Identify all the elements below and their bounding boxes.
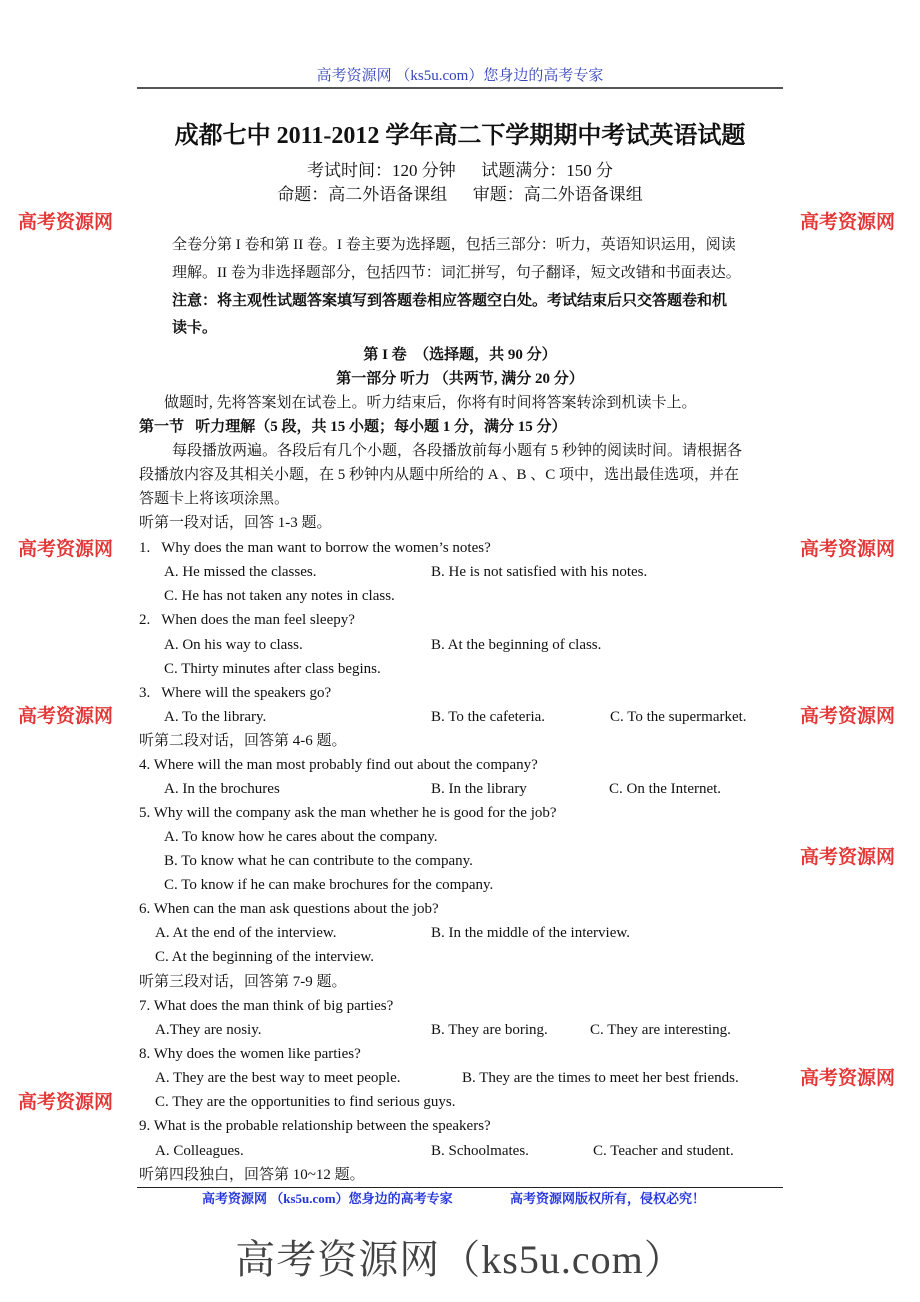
option-c: C. To the supermarket. [610, 709, 747, 725]
option-a: A.They are nosiy. [155, 1022, 262, 1038]
option-a: A. Colleagues. [155, 1143, 244, 1159]
watermark-logo: 高考资源网 [18, 1091, 114, 1113]
question-9: 9. What is the probable relationship between the speakers? [139, 1118, 491, 1134]
watermark-logo: 高考资源网 [18, 705, 114, 727]
option-c: C. At the beginning of the interview. [155, 949, 374, 965]
option-c: C. Teacher and student. [593, 1143, 734, 1159]
watermark-logo: 高考资源网 [18, 538, 114, 560]
option-c: C. They are the opportunities to find serious guys. [155, 1094, 456, 1110]
watermark-logo: 高考资源网 [18, 211, 114, 233]
page-header: 高考资源网 （ks5u.com）您身边的高考专家 [316, 68, 604, 84]
question-2: 2. When does the man feel sleepy? [139, 612, 355, 628]
option-a: A. On his way to class. [164, 637, 303, 653]
watermark-logo: 高考资源网 [800, 538, 896, 560]
option-b: B. To the cafeteria. [431, 709, 546, 725]
option-b: B. In the library [431, 781, 527, 797]
option-b: B. Schoolmates. [431, 1143, 529, 1159]
dialog-heading: 听第一段对话，回答 1-3 题。 [139, 515, 332, 531]
dialog-heading: 听第三段对话，回答第 7-9 题。 [139, 974, 347, 990]
option-a: A. At the end of the interview. [155, 925, 337, 941]
option-c: C. They are interesting. [590, 1022, 731, 1038]
option-b: B. At the beginning of class. [431, 637, 602, 653]
authors: 命题：高二外语备课组 审题：高二外语备课组 [277, 185, 643, 204]
intro-line: 全卷分第 I 卷和第 II 卷。I 卷主要为选择题，包括三部分：听力，英语知识运用，阅读 [172, 237, 736, 253]
option-c: C. Thirty minutes after class begins. [164, 661, 381, 677]
question-8: 8. Why does the women like parties? [139, 1046, 361, 1062]
question-6: 6. When can the man ask questions about the job? [139, 901, 439, 917]
section-title: 第一部分 听力 （共两节, 满分 20 分） [336, 371, 584, 387]
subsection-instr: 答题卡上将该项涂黑。 [139, 491, 290, 507]
watermark-logo: 高考资源网 [800, 1067, 896, 1089]
option-a: A. They are the best way to meet people. [155, 1070, 401, 1086]
watermark-logo: 高考资源网 [800, 705, 896, 727]
footer-right: 高考资源网版权所有，侵权必究！ [510, 1191, 706, 1206]
notice-line: 注意：将主观性试题答案填写到答题卷相应答题空白处。考试结束后只交答题卷和机 [172, 293, 728, 309]
option-a: A. To the library. [164, 709, 267, 725]
watermark-logo: 高考资源网 [800, 211, 896, 233]
question-1: 1. Why does the man want to borrow the women’s notes? [139, 540, 491, 556]
option-b: B. In the middle of the interview. [431, 925, 630, 941]
question-5: 5. Why will the company ask the man whether he is good for the job? [139, 805, 557, 821]
option-a: A. In the brochures [164, 781, 280, 797]
option-b: B. To know what he can contribute to the company. [164, 853, 473, 869]
watermark-banner: 高考资源网（ks5u.com） [235, 1237, 685, 1282]
intro-line: 理解。II 卷为非选择题部分，包括四节：词汇拼写，句子翻译，短文改错和书面表达。 [172, 265, 741, 281]
subsection-title: 第一节 听力理解（5 段，共 15 小题；每小题 1 分，满分 15 分） [139, 419, 567, 435]
option-c: C. To know if he can make brochures for the company. [164, 877, 494, 893]
exam-info: 考试时间：120 分钟 试题满分：150 分 [307, 161, 613, 180]
dialog-heading: 听第二段对话，回答第 4-6 题。 [139, 733, 347, 749]
question-3: 3. Where will the speakers go? [139, 685, 332, 701]
footer-rule [137, 1187, 783, 1188]
doc-title: 成都七中 2011-2012 学年高二下学期期中考试英语试题 [174, 123, 746, 149]
subsection-instr: 每段播放两遍。各段后有几个小题，各段播放前每小题有 5 秒钟的阅读时间。请根据各 [172, 443, 743, 459]
question-4: 4. Where will the man most probably find out about the company? [139, 757, 538, 773]
subsection-instr: 段播放内容及其相关小题，在 5 秒钟内从题中所给的 A 、B 、C 项中，选出最佳选项，并在 [139, 467, 740, 483]
question-7: 7. What does the man think of big parties? [139, 998, 394, 1014]
watermark-logo: 高考资源网 [800, 846, 896, 868]
dialog-heading: 听第四段独白，回答第 10~12 题。 [139, 1167, 365, 1183]
part1-title: 第 I 卷 （选择题，共 90 分） [363, 347, 557, 363]
option-a: A. He missed the classes. [164, 564, 317, 580]
option-c: C. On the Internet. [609, 781, 722, 797]
option-c: C. He has not taken any notes in class. [164, 588, 395, 604]
option-b: B. They are boring. [431, 1022, 548, 1038]
header-rule [137, 87, 783, 89]
option-a: A. To know how he cares about the company. [164, 829, 438, 845]
footer-left: 高考资源网 （ks5u.com）您身边的高考专家 [202, 1191, 453, 1206]
option-b: B. They are the times to meet her best friends. [462, 1070, 739, 1086]
option-b: B. He is not satisfied with his notes. [431, 564, 648, 580]
notice-line: 读卡。 [172, 320, 218, 336]
section-instructions: 做题时, 先将答案划在试卷上。听力结束后，你将有时间将答案转涂到机读卡上。 [164, 395, 697, 411]
